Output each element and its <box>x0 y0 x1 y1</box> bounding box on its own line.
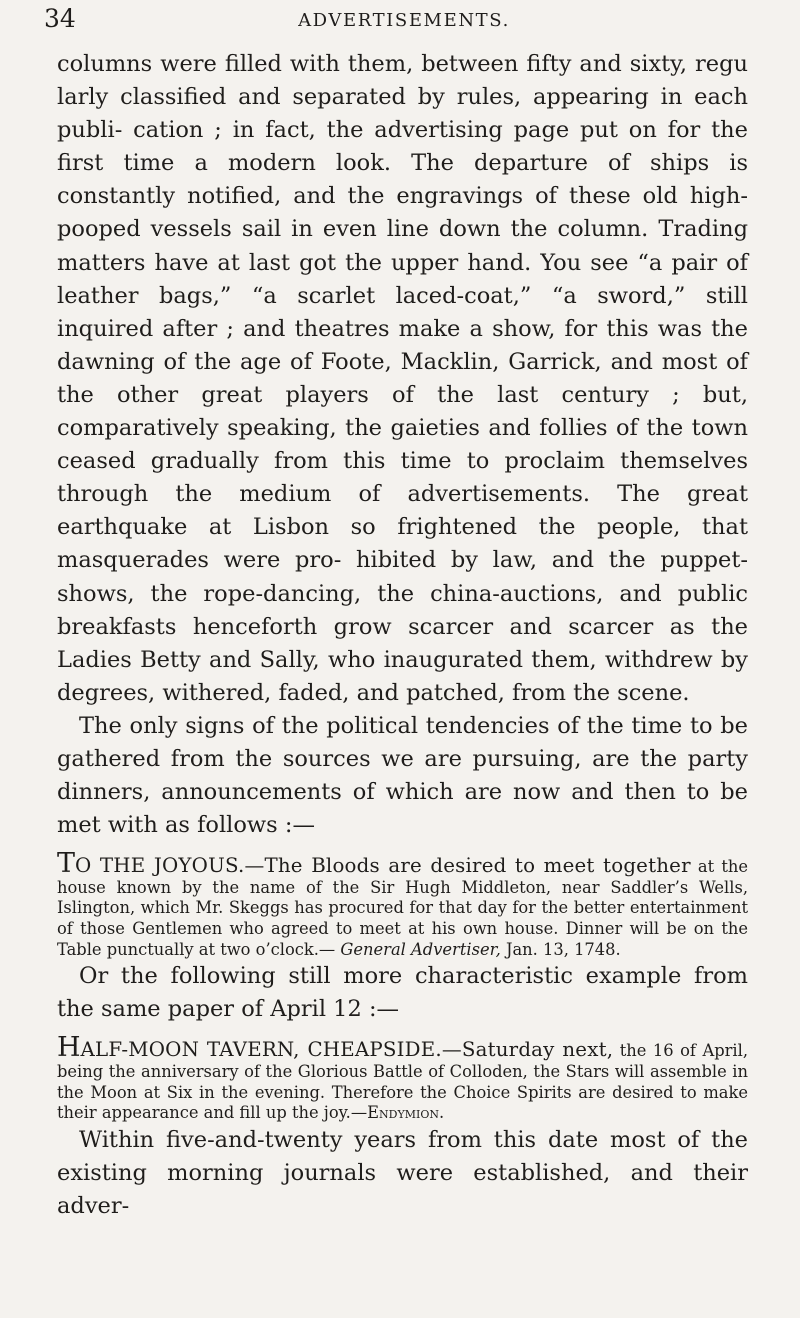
paragraph: columns were filled with them, between fifty and sixty, regu larly classified and separated by rules, appearing in each publi- cation ; in fact, the advertising page put on for the first time a modern look. The departure of ships is constantly notified, and the engravings of these old high-pooped vessels sail in even line down the column. Trading matters have at last got the upper hand. You see “a pair of leather bags,” “a scarlet laced-coat,” “a sword,” still inquired after ; and theatres make a show, for this was the dawning of the age of Foote, Macklin, Garrick, and most of the other great players of the last century ; but, comparatively speaking, the gaieties and follies of the town ceased gradually from this time to proclaim themselves through the medium of advertisements. The great earthquake at Lisbon so frightened the people, that masquerades were pro- hibited by law, and the puppet-shows, the rope-dancing, the china-auctions, and public breakfasts henceforth grow scarcer and scarcer as the Ladies Betty and Sally, who inaugurated them, withdrew by degrees, withered, faded, and patched, from the scene. <box>57 51 748 706</box>
quoted-advertisement-half-moon <box>57 1032 748 1123</box>
page-number: 34 <box>44 4 76 33</box>
ad-signature: Endymion. <box>367 1103 445 1123</box>
ad-heading: O THE JOYOUS.—The Bloods are desired to meet together <box>75 854 691 878</box>
paragraph: Or the following still more characteristic example from the same paper of April 12 :— <box>57 963 748 1023</box>
paragraph: Within five-and-twenty years from this date most of the existing morning journals were established, and their adver- <box>57 1126 748 1219</box>
ad-drop-cap: H <box>57 1032 81 1064</box>
ad-date: Jan. 13, 1748. <box>505 939 621 959</box>
paragraph: The only signs of the political tendencies of the time to be gathered from the sources we are pursuing, are the party dinners, announcements of which are now and then to be met with as follows :— <box>57 712 748 839</box>
quoted-advertisement-bloods <box>57 848 748 960</box>
page-header <box>44 4 764 40</box>
running-head: ADVERTISEMENTS. <box>298 10 510 31</box>
body-text <box>57 48 748 1223</box>
ad-heading: ALF-MOON TAVERN, CHEAPSIDE.—Saturday next, <box>80 1038 614 1062</box>
ad-body: at the house known by the name of the Sir Hugh Middleton, near Saddler’s Wells, Islington, which Mr. Skeggs has procured for that day for the better entertainment of those Gentlemen who agreed to meet at his own house. Dinner will be on the Table punctually at two o’clock.— <box>57 857 748 959</box>
ad-body: the 16 of April, being the anniversary of the Glorious Battle of Colloden, the Stars will assemble in the Moon at Six in the evening. Therefore the Choice Spirits are desired to make their appearance and fill up the joy.— <box>57 1041 748 1123</box>
ad-drop-cap: T <box>57 848 76 880</box>
ad-source: General Advertiser, <box>340 939 501 959</box>
